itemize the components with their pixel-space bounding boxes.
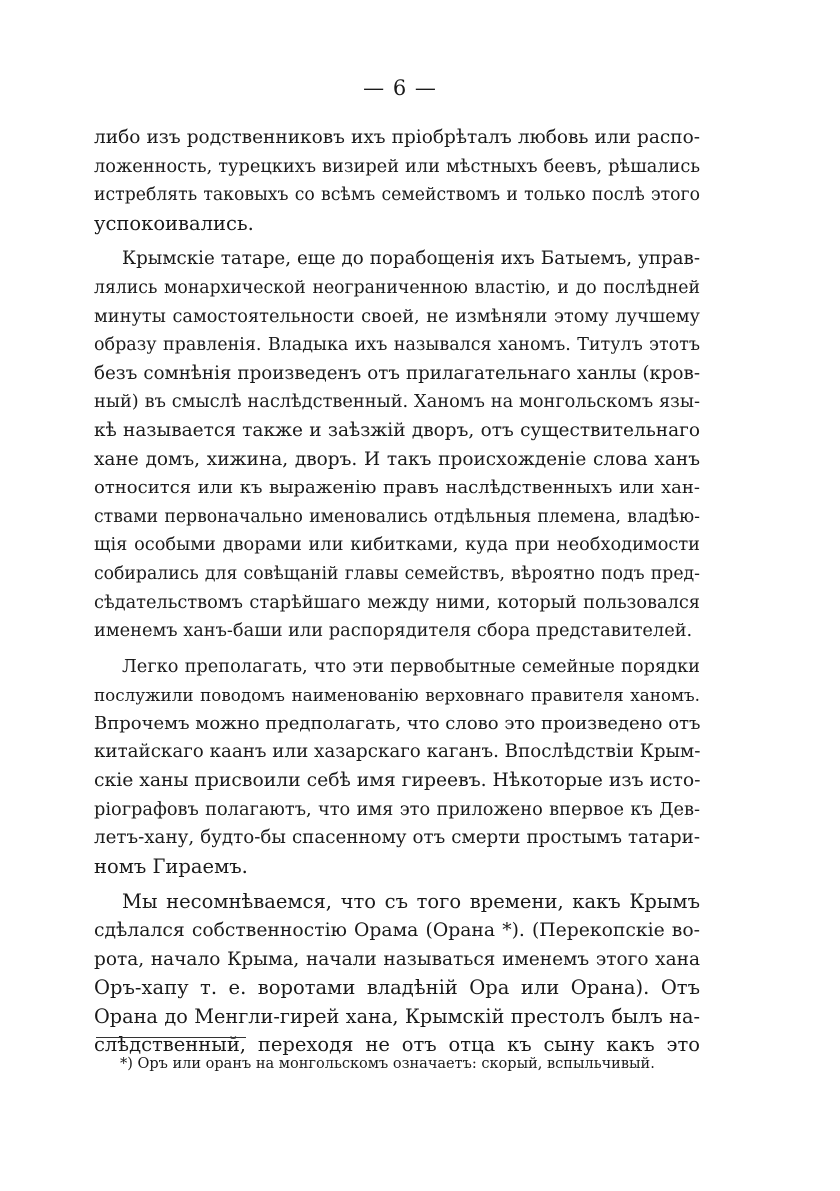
text-line: лялись монархической неограниченною властію, и до послѣдней <box>94 277 700 298</box>
text-line: собирались для совѣщаній главы семействъ, вѣроятно подъ пред- <box>94 563 700 584</box>
text-line: послужили поводомъ наименованію верховнаго правителя ханомъ. <box>94 685 700 706</box>
page-number: — 6 — <box>363 76 437 100</box>
text-line: ный) въ смыслѣ наслѣдственный. Ханомъ на монгольскомъ язы- <box>94 392 700 413</box>
text-line: щія особыми дворами или кибитками, куда при необходимости <box>94 535 700 556</box>
paragraph-start-line: Легко преполагать, что эти первобытные семейные порядки <box>122 656 700 677</box>
text-line: либо изъ родственниковъ ихъ пріобрѣталъ любовь или распо- <box>94 127 700 148</box>
text-line: Впрочемъ можно предполагать, что слово это произведено отъ <box>94 712 701 734</box>
text-line: сдѣлался собственностію Орама (Орана *). (Перекопскіе во- <box>94 920 700 942</box>
text-line: образу правленія. Владыка ихъ назывался ханомъ. Титулъ этотъ <box>94 335 700 356</box>
text-line: сѣдательствомъ старѣйшаго между ними, который пользовался <box>94 592 700 613</box>
text-line: Орана до Менгли-гирей хана, Крымскій престолъ былъ на- <box>94 1004 700 1028</box>
text-line: ріографовъ полагаютъ, что имя это приложено впервое къ Дев- <box>94 799 700 820</box>
text-line: номъ Гираемъ. <box>94 854 248 878</box>
text-line: безъ сомнѣнія произведенъ отъ прилагательнаго ханлы (кров- <box>94 362 700 384</box>
text-line: истреблять таковыхъ со всѣмъ семействомъ и только послѣ этого <box>94 185 700 206</box>
text-line: кѣ называется также и заѣзжій дворъ, отъ существительнаго <box>94 419 700 441</box>
text-line: Оръ-хапу т. е. воротами владѣній Ора или Орана). Отъ <box>94 976 700 1000</box>
paragraph-start-line: Крымскіе татаре, еще до порабощенія ихъ Батыемъ, управ- <box>122 248 700 270</box>
footnote: *) Оръ или оранъ на монгольскомъ означаетъ: скорый, вспыльчивый. <box>120 1056 655 1072</box>
text-line: скіе ханы присвоили себѣ имя гиреевъ. Нѣкоторые изъ исто- <box>94 770 701 792</box>
text-line: летъ-хану, будто-бы спасенному отъ смерти простымъ татари- <box>94 827 700 849</box>
text-line: ствами первоначально именовались отдѣльныя племена, владѣю- <box>94 506 700 527</box>
text-line: минуты самостоятельности своей, не измѣняли этому лучшему <box>94 306 700 327</box>
text-line: относится или къ выраженію правъ наслѣдственныхъ или хан- <box>94 477 700 499</box>
text-line: рота, начало Крыма, начали называться именемъ этого хана <box>94 948 700 970</box>
footnote-rule <box>96 1037 246 1038</box>
body-text <box>94 124 700 1060</box>
paragraph-start-line: Мы несомнѣваемся, что съ того времени, какъ Крымъ <box>122 890 700 914</box>
text-line: ложенность, турецкихъ визирей или мѣстныхъ беевъ, рѣшались <box>94 156 700 177</box>
text-line: китайскаго каанъ или хазарскаго каганъ. Впослѣдствіи Крым- <box>94 741 701 763</box>
text-line: хане домъ, хижина, дворъ. И такъ происхожденіе слова ханъ <box>94 448 700 470</box>
text-line: слѣдственный, переходя не отъ отца къ сыну какъ это <box>94 1033 700 1057</box>
text-line: успокоивались. <box>94 211 254 235</box>
text-line: именемъ ханъ-баши или распорядителя сбора представителей. <box>94 621 693 642</box>
